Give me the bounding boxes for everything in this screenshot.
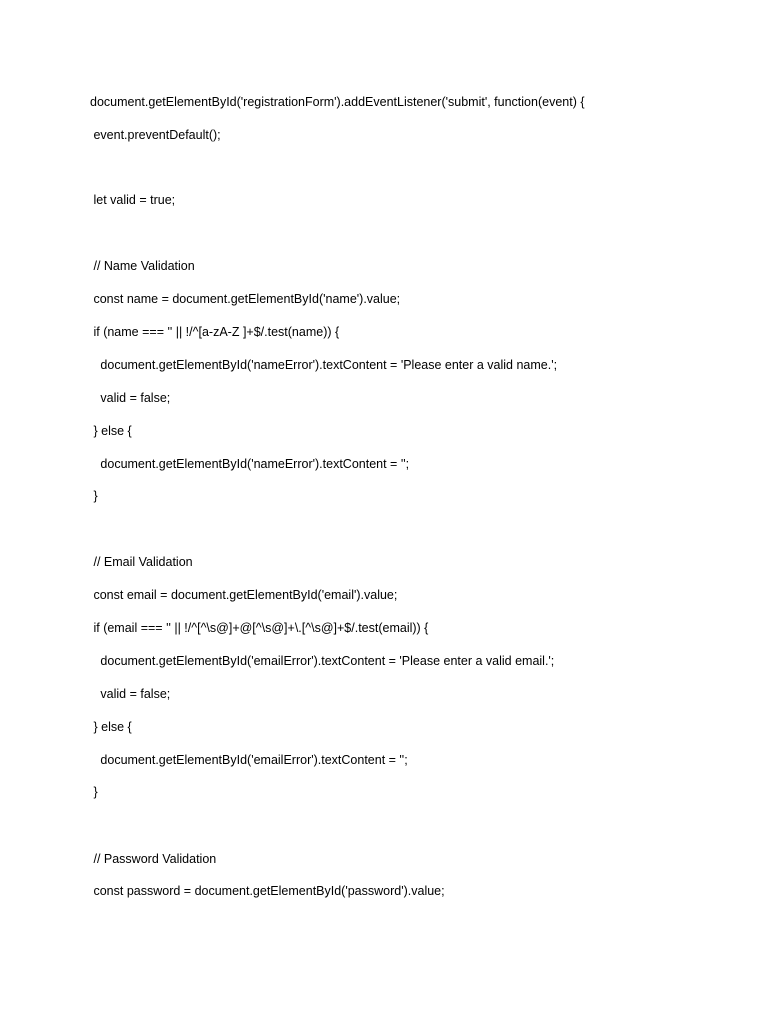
code-line: document.getElementById('nameError').textContent = 'Please enter a valid name.'; xyxy=(90,358,558,372)
code-line: } xyxy=(90,489,98,503)
code-line: valid = false; xyxy=(90,391,171,405)
code-comment: // Name Validation xyxy=(90,259,195,273)
code-line: if (email === '' || !/^[^\s@]+@[^\s@]+\.[^\s@]+$/.test(email)) { xyxy=(90,621,429,635)
code-line: const password = document.getElementById('password').value; xyxy=(90,884,445,898)
code-line: event.preventDefault(); xyxy=(90,128,221,142)
code-line: document.getElementById('nameError').textContent = ''; xyxy=(90,457,410,471)
code-line: let valid = true; xyxy=(90,193,176,207)
code-comment: // Email Validation xyxy=(90,555,193,569)
code-line: } xyxy=(90,785,98,799)
code-line: if (name === '' || !/^[a-zA-Z ]+$/.test(name)) { xyxy=(90,325,340,339)
code-comment: // Password Validation xyxy=(90,852,217,866)
code-line: const name = document.getElementById('name').value; xyxy=(90,292,401,306)
code-line: document.getElementById('registrationForm').addEventListener('submit', function(event) { xyxy=(90,95,585,109)
code-line: const email = document.getElementById('email').value; xyxy=(90,588,398,602)
code-line: document.getElementById('emailError').textContent = ''; xyxy=(90,753,408,767)
code-line: document.getElementById('emailError').textContent = 'Please enter a valid email.'; xyxy=(90,654,555,668)
code-line: } else { xyxy=(90,720,132,734)
code-line: } else { xyxy=(90,424,132,438)
code-line: valid = false; xyxy=(90,687,171,701)
